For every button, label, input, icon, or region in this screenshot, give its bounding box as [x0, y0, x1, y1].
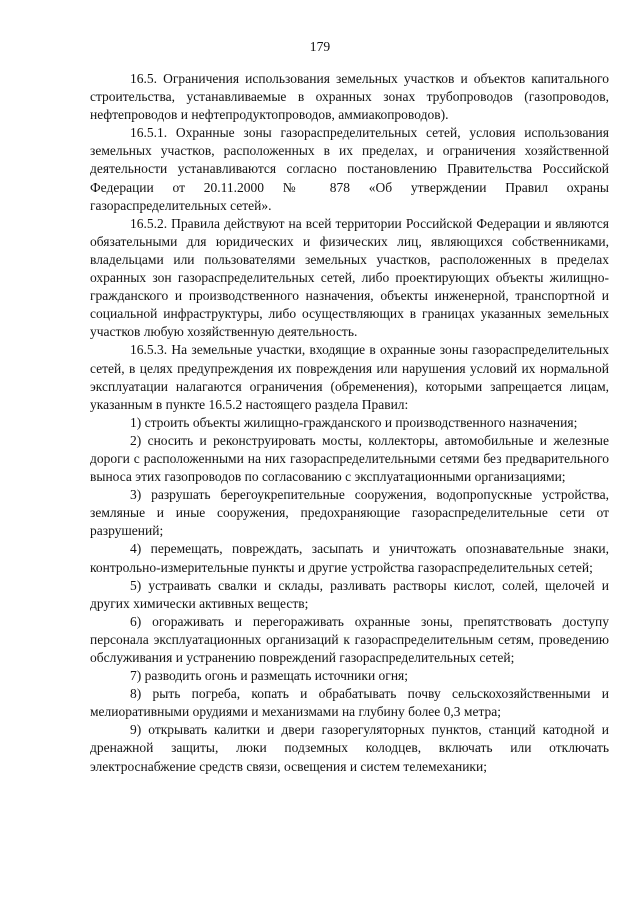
- page-number: 179: [309, 39, 331, 54]
- section-heading-16-5: 16.5. Ограничения использования земельных участков и объектов капитального строительства, устанавливаемые в охранных зонах трубопроводов (газопроводов, нефтепроводов и нефтепродуктопроводов, аммиакопроводов).: [90, 71, 609, 123]
- list-item-4: 4) перемещать, повреждать, засыпать и уничтожать опознавательные знаки, контрольно-измерительные пункты и другие устройства газораспределительных сетей;: [90, 541, 609, 575]
- paragraph-16-5-1: 16.5.1. Охранные зоны газораспределительных сетей, условия использования земельных участков, расположенных в их пределах, и ограничения хозяйственной деятельности устанавливаются согласно постановлению Правительства Российской Федерации от 20.11.2000 № 878 «Об утверждении Правил охраны газораспределительных сетей».: [90, 125, 609, 213]
- list-item-9: 9) открывать калитки и двери газорегуляторных пунктов, станций катодной и дренажной защиты, люки подземных колодцев, включать или отключать электроснабжение средств связи, освещения и систем телемеханики;: [90, 722, 609, 774]
- list-item-2: 2) сносить и реконструировать мосты, коллекторы, автомобильные и железные дороги с расположенными на них газораспределительными сетями без предварительного выноса этих газопроводов по согласованию с эксплуатационными организациями;: [90, 432, 609, 485]
- list-item-1: 1) строить объекты жилищно-гражданского и производственного назначения;: [130, 414, 578, 430]
- list-item-8: 8) рыть погреба, копать и обрабатывать почву сельскохозяйственными и мелиоративными орудиями и механизмами на глубину более 0,3 метра;: [90, 686, 609, 720]
- list-item-7: 7) разводить огонь и размещать источники огня;: [130, 668, 409, 684]
- paragraph-16-5-2: 16.5.2. Правила действуют на всей территории Российской Федерации и являются обязательными для юридических и физических лиц, являющихся собственниками, владельцами или пользователями земельных участков, расположенных в пределах охранных зон газораспределительных сетей, либо проектирующих объекты жилищно-гражданского и производственного назначения, объекты инженерной, транспортной и социальной инфраструктуры, либо осуществляющих в границах указанных земельных участков любую хозяйственную деятельность.: [90, 215, 609, 340]
- paragraph-16-5-3: 16.5.3. На земельные участки, входящие в охранные зоны газораспределительных сетей, в целях предупреждения их повреждения или нарушения условий их нормальной эксплуатации налагаются ограничения (обременения), которыми запрещается лицам, указанным в пункте 16.5.2 настоящего раздела Правил:: [90, 342, 609, 412]
- document-body: [90, 70, 609, 776]
- list-item-6: 6) огораживать и перегораживать охранные зоны, препятствовать доступу персонала эксплуатационных организаций к газораспределительным сетям, проведению обслуживания и устранению повреждений газораспределительных сетей;: [90, 613, 609, 665]
- list-item-5: 5) устраивать свалки и склады, разливать растворы кислот, солей, щелочей и других химически активных веществ;: [90, 577, 609, 611]
- list-item-3: 3) разрушать берегоукрепительные сооружения, водопропускные устройства, земляные и иные сооружения, предохраняющие газораспределительные сети от разрушений;: [90, 487, 609, 539]
